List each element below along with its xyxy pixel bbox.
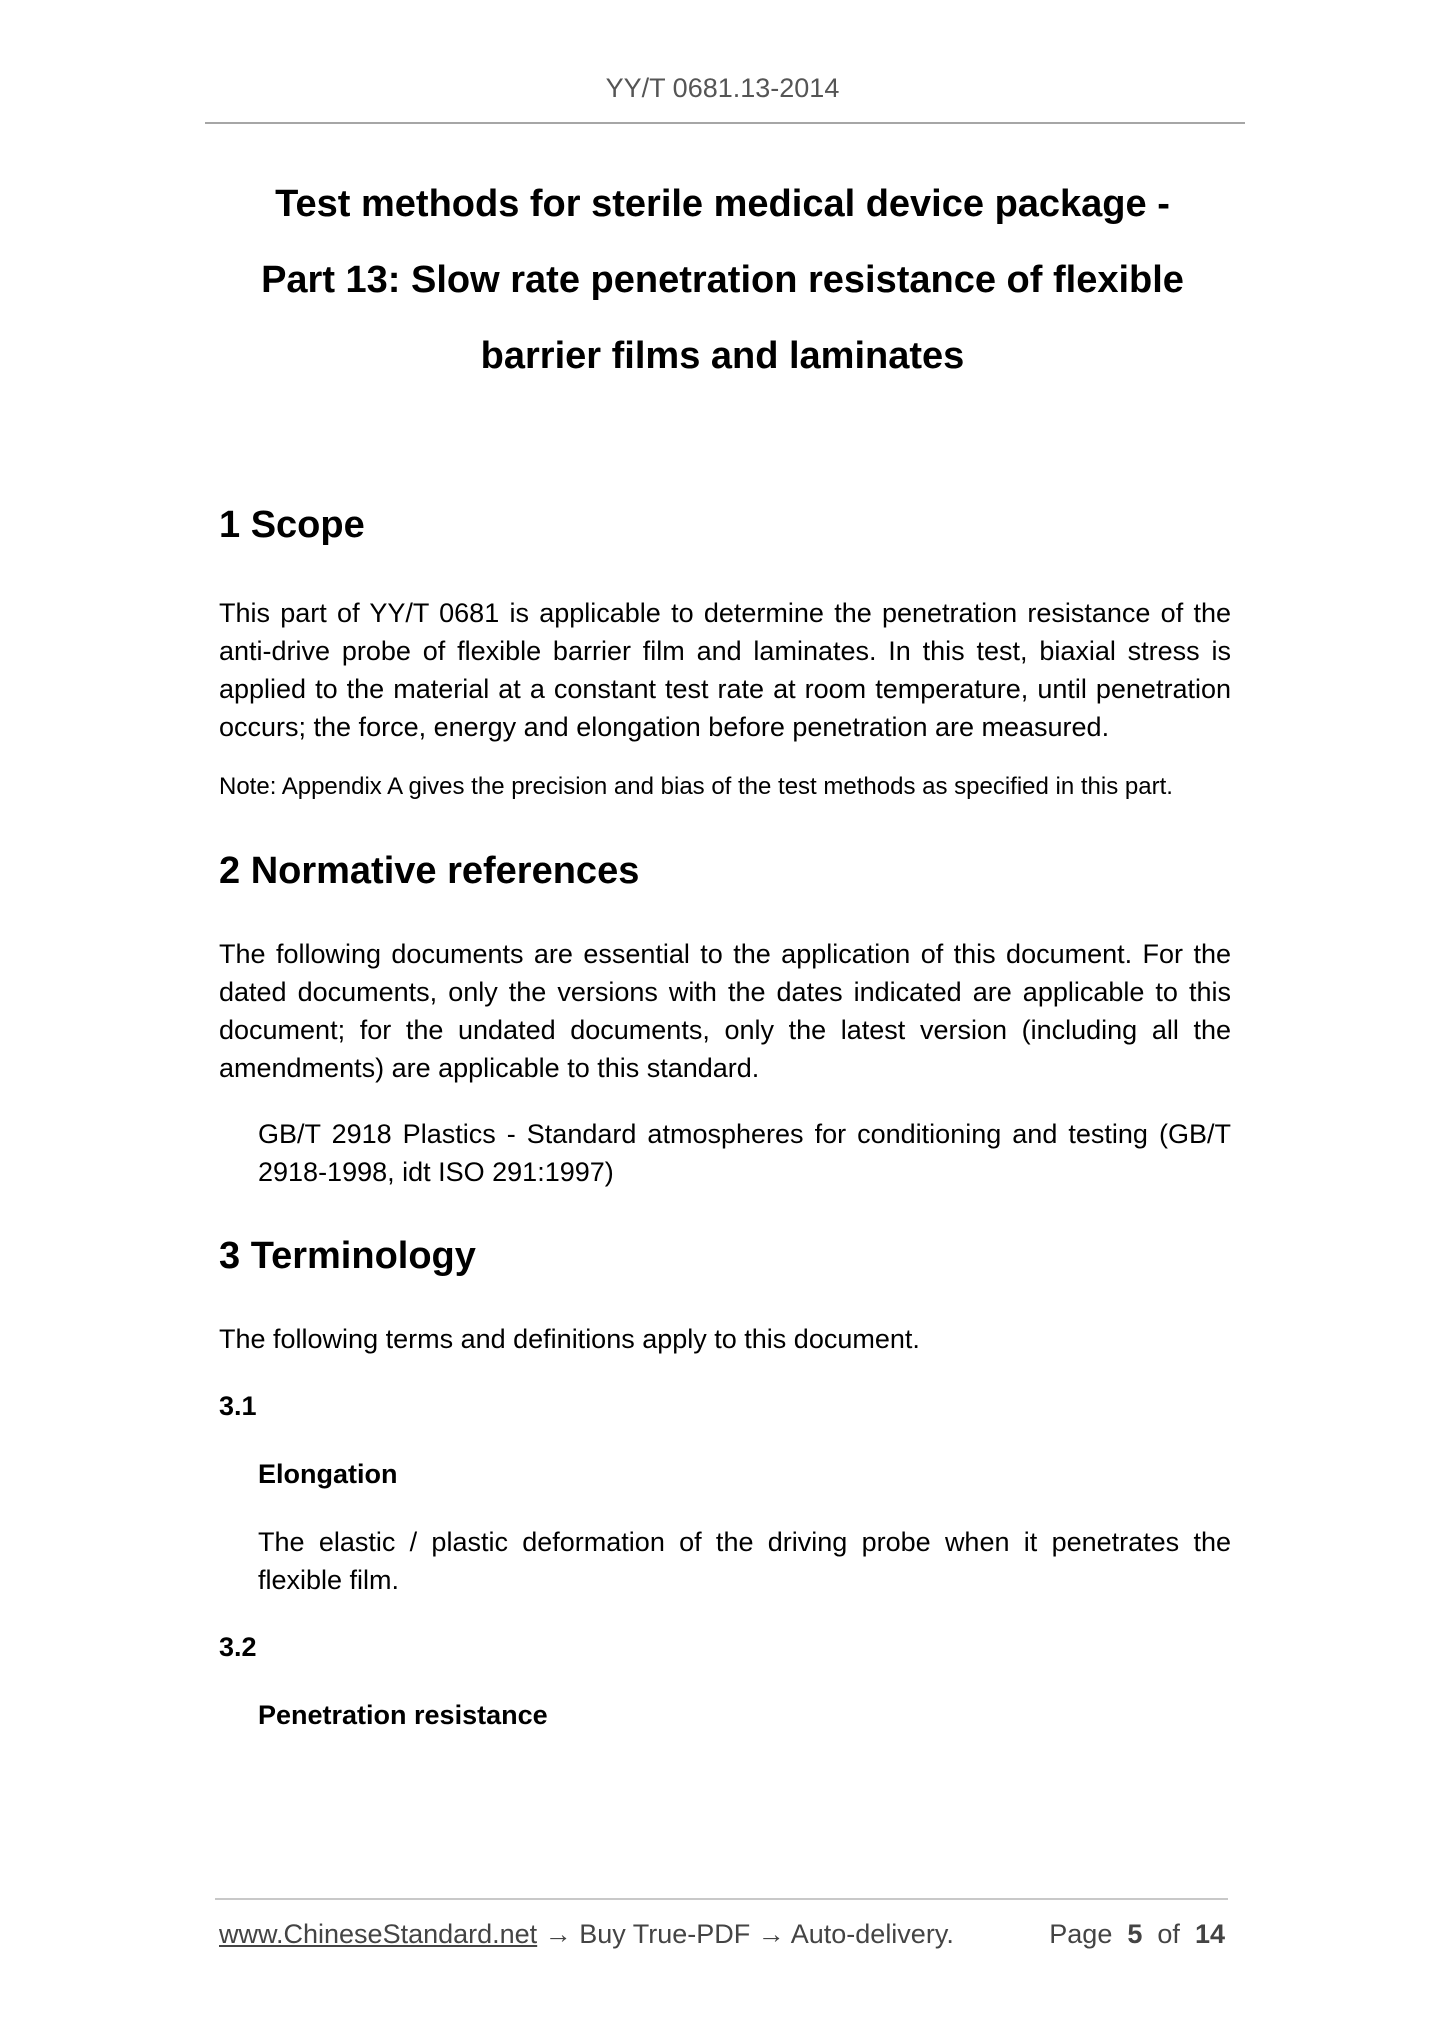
section-heading-terminology: 3 Terminology — [219, 1235, 476, 1277]
running-header: YY/T 0681.13-2014 — [605, 73, 840, 103]
normative-paragraph: The following documents are essential to the application of this document. For the dated documents, only the versions with the dates indicated are applicable to this document; for the undated documents, only the latest version (including all the amendments) are applicable to this standard. — [219, 939, 1231, 1083]
term-number: 3.2 — [219, 1632, 257, 1662]
page-indicator — [1049, 1916, 1225, 1952]
term-name: Elongation — [258, 1459, 398, 1489]
terminology-paragraph: The following terms and definitions apply to this document. — [219, 1324, 920, 1354]
current-page-number: 5 — [1127, 1919, 1143, 1949]
title-line-1: Test methods for sterile medical device package - — [275, 183, 1170, 225]
title-line-3: barrier films and laminates — [480, 335, 965, 377]
section-scope — [219, 500, 1231, 806]
header-divider — [205, 122, 1245, 124]
scope-note: Note: Appendix A gives the precision and bias of the test methods as specified in this part. — [219, 773, 1173, 800]
term-number: 3.1 — [219, 1391, 257, 1421]
document-title — [0, 166, 1445, 394]
section-heading-normative: 2 Normative references — [219, 850, 640, 892]
scope-paragraph: This part of YY/T 0681 is applicable to determine the penetration resistance of the anti-drive probe of flexible barrier film and laminates. In this test, biaxial stress is applied to the material at a constant test rate at room temperature, until penetration occurs; the force, energy and elongation before penetration are measured. — [219, 598, 1231, 742]
document-body — [219, 500, 1231, 1734]
section-terminology — [219, 1231, 1231, 1734]
promo-text: → Buy True-PDF → Auto-delivery. — [537, 1919, 954, 1949]
normative-reference-item: GB/T 2918 Plastics - Standard atmospheres for conditioning and testing (GB/T 2918-1998, idt ISO 291:1997) — [258, 1119, 1231, 1187]
section-normative-references — [219, 846, 1231, 1191]
page-label: Page — [1049, 1919, 1113, 1949]
term-definition: The elastic / plastic deformation of the driving probe when it penetrates the flexible film. — [258, 1527, 1231, 1595]
website-link[interactable]: www.ChineseStandard.net — [219, 1919, 538, 1949]
page-of-label: of — [1157, 1919, 1180, 1949]
total-pages-number: 14 — [1194, 1919, 1225, 1949]
title-line-2: Part 13: Slow rate penetration resistance of flexible — [261, 259, 1184, 301]
section-heading-scope: 1 Scope — [219, 504, 365, 546]
footer-promo — [219, 1916, 954, 1952]
term-name: Penetration resistance — [258, 1700, 548, 1730]
footer-divider — [215, 1898, 1228, 1900]
